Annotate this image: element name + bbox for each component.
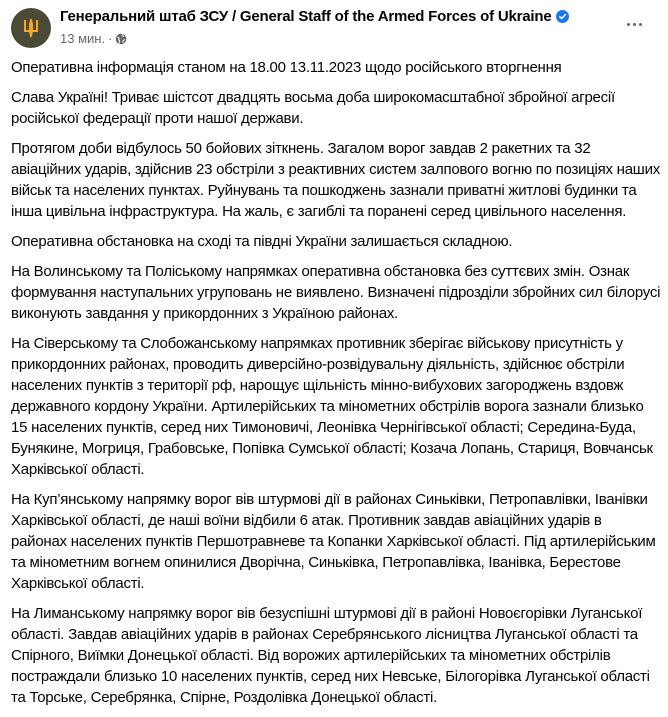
- timestamp[interactable]: 13 мин.: [60, 31, 106, 46]
- trident-icon: [22, 18, 40, 38]
- post-paragraph: На Волинському та Поліському напрямках оперативна обстановка без суттєвих змін. Ознак формування наступальних угруповань не виявлено. Визначені підрозділи збройних сил білорусі виконують завдання у прикордонних з Україною районах.: [11, 263, 661, 322]
- post-meta: [60, 31, 127, 46]
- dot-icon: [627, 23, 630, 26]
- author-row: [60, 8, 569, 25]
- post-paragraph: На Лиманському напрямку ворог вів безуспішні штурмові дії в районі Новоєгорівки Луганської області. Завдав авіаційних ударів в районах Серебрянського лісництва Луганської області та Спірного, Виїмки Донецької області. Від ворожих артилерійських та мінометних обстрілів постраждали близько 10 населених пунктів, серед них Невське, Білогорівка Луганської області та Торське, Серебрянка, Спірне, Роздолівка Донецької області.: [11, 605, 650, 706]
- author-name[interactable]: Генеральний штаб ЗСУ / General Staff of the Armed Forces of Ukraine: [60, 8, 552, 25]
- post-header: [0, 0, 668, 55]
- post-body: [11, 57, 661, 717]
- post-paragraph: Слава Україні! Триває шістсот двадцять восьма доба широкомасштабної збройної агресії російської федерації проти нашої держави.: [11, 89, 615, 127]
- post-paragraph: На Куп’янському напрямку ворог вів штурмові дії в районах Синьківки, Петропавлівки, Іванівки Харківської області, де наші воїни відбили 6 атак. Противник завдав авіаційних ударів в районах населених пунктів Першотравневе та Копанки Харківської області. Під артилерійським та мінометним вогнем опинилися Дворічна, Синьківка, Петропавлівка, Іванівка, Берестове Харківської області.: [11, 491, 656, 592]
- separator: ·: [108, 31, 113, 46]
- verified-badge-icon: [556, 10, 569, 23]
- post-paragraph: Протягом доби відбулось 50 бойових зіткнень. Загалом ворог завдав 2 ракетних та 32 авіаційних ударів, здійснив 23 обстріли з реактивних систем залпового вогню по позиціях наших військ та населених пунктах. Руйнувань та пошкоджень зазнали приватні житлові будинки та інша цивільна інфраструктура. На жаль, є загиблі та поранені серед цивільного населення.: [11, 140, 660, 220]
- avatar[interactable]: [11, 8, 51, 48]
- dot-icon: [633, 23, 636, 26]
- post-headline: Оперативна інформація станом на 18.00 13.11.2023 щодо російського вторгнення: [11, 59, 562, 76]
- dot-icon: [639, 23, 642, 26]
- post-paragraph: Оперативна обстановка на сході та півдні України залишається складною.: [11, 233, 513, 250]
- post-paragraph: На Сіверському та Слобожанському напрямках противник зберігає військову присутність у прикордонних районах, проводить диверсійно-розвідувальну діяльність, здійснює обстріли населених пунктів з території рф, нарощує щільність мінно-вибухових загороджень вздовж державного кордону України. Артилерійських та мінометних обстрілів ворога зазнали близько 15 населених пунктів, серед них Тимоновичі, Леонівка Чернігівської області; Середина-Буда, Бунякине, Могриця, Грабовське, Попівка Сумської області; Козача Лопань, Стариця, Вовчанськ Харківської області.: [11, 335, 653, 478]
- globe-icon: [115, 33, 127, 45]
- more-options-button[interactable]: [620, 14, 648, 34]
